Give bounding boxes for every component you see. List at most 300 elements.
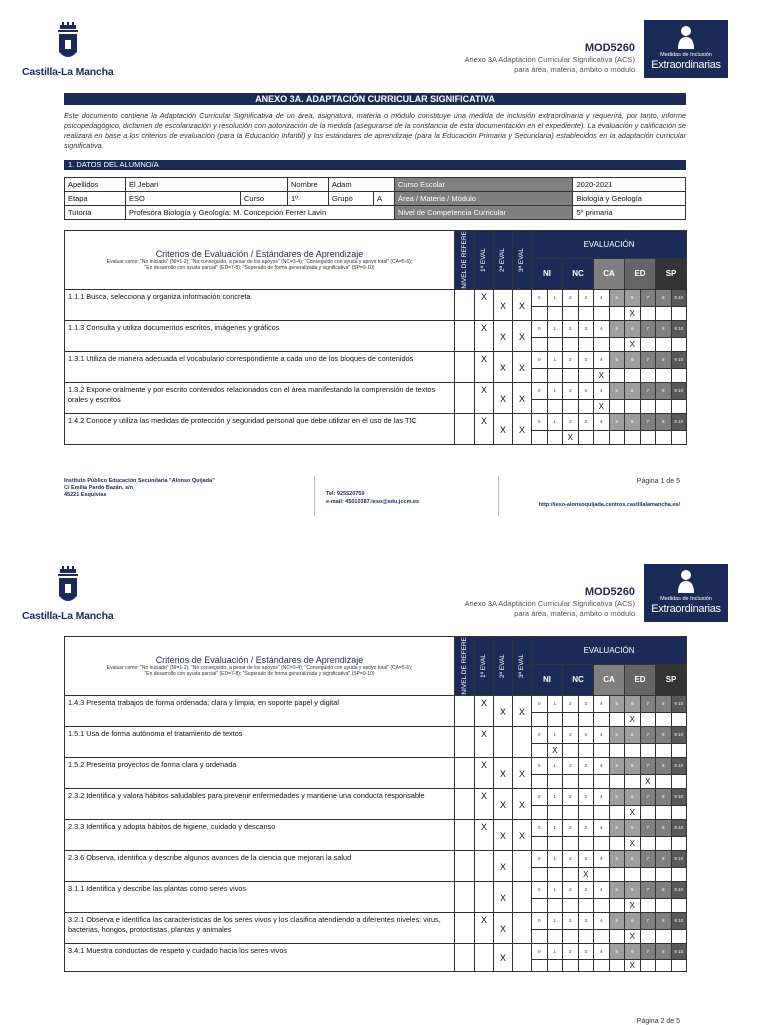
org-name: Castilla-La Mancha <box>22 66 114 78</box>
grade-mark-cell <box>532 775 548 788</box>
grade-mark-cell <box>578 959 594 971</box>
eval2-mark: X <box>494 289 513 320</box>
eval1-header <box>475 231 494 290</box>
criteria-row <box>65 819 687 837</box>
grade-mark-cell <box>532 307 548 320</box>
grade-scale-cell: 0 <box>532 351 548 369</box>
grade-mark-cell <box>594 775 610 788</box>
eval1-label: 1ª EVAL <box>480 653 487 678</box>
grade-mark: X <box>547 744 563 757</box>
criteria-text: 1.5.2 Presenta proyectos de forma clara y ordenada <box>65 757 455 788</box>
grade-mark-cell <box>625 369 641 382</box>
nivel-referencia-cell <box>455 788 475 819</box>
criteria-text: 3.4.1 Muestra conductas de respeto y cuidado hacia los seres vivos <box>65 943 455 971</box>
grade-mark-cell <box>656 338 672 351</box>
eval1-header <box>475 637 494 696</box>
grade-mark-cell <box>563 806 579 819</box>
grade-mark-cell <box>563 899 579 912</box>
annex-line-2: para área, materia, ámbito o módulo <box>514 609 635 618</box>
grade-scale-cell: 1 <box>547 850 563 868</box>
mod-code: MOD5260 <box>584 586 635 598</box>
grade-mark-cell <box>656 307 672 320</box>
eval3-mark: X <box>513 289 532 320</box>
criteria-legend-2: "En desarrollo con ayuda parcial" (ED=7-8); "Superado de forma generalizada y significativa" (SP=9-10) <box>144 264 375 271</box>
grade-scale-cell: 4 <box>594 413 610 431</box>
grade-mark: X <box>640 775 656 788</box>
grade-mark-cell <box>532 868 548 881</box>
grade-scale-cell: 2 <box>563 320 579 338</box>
grade-scale-cell: 5 <box>609 413 625 431</box>
grade-scale-cell: 4 <box>594 726 610 744</box>
grade-scale-cell: 4 <box>594 757 610 775</box>
grade-mark-cell <box>640 868 656 881</box>
grade-scale-cell: 7 <box>640 351 656 369</box>
badge-line-1: Medidas de Inclusión <box>660 596 712 602</box>
eval3-mark <box>513 850 532 881</box>
grade-mark-cell <box>609 837 625 850</box>
criteria-row <box>65 757 687 775</box>
grade-scale-cell: 4 <box>594 912 610 930</box>
grade-mark-cell <box>609 431 625 444</box>
criteria-row <box>65 788 687 806</box>
grade-mark-cell <box>594 744 610 757</box>
grade-scale-cell: 0 <box>532 881 548 899</box>
grade-scale-cell: 5 <box>609 320 625 338</box>
grade-scale-cell: 8 <box>656 757 672 775</box>
crown-shield-icon <box>54 566 82 606</box>
grade-scale-cell: 5 <box>609 351 625 369</box>
curso-value: 1º <box>288 192 329 206</box>
grade-scale-cell: 2 <box>563 382 579 400</box>
level-nc: NC <box>563 258 594 289</box>
grade-mark-cell <box>547 930 563 943</box>
grade-mark-cell <box>671 431 687 444</box>
grade-scale-cell: 7 <box>640 757 656 775</box>
criteria-row <box>65 351 687 369</box>
grade-scale-cell: 5 <box>609 695 625 713</box>
inclusion-badge <box>644 564 728 622</box>
grade-mark-cell <box>594 959 610 971</box>
grade-mark-cell <box>671 400 687 413</box>
grade-scale-cell: 9 10 <box>671 850 687 868</box>
grade-scale-cell: 5 <box>609 819 625 837</box>
grade-mark-cell <box>609 775 625 788</box>
nivel-referencia-cell <box>455 850 475 881</box>
criteria-text: 1.3.1 Utiliza de manera adecuada el vocabulario correspondiente a cada uno de los bloques de contenidos <box>65 351 455 382</box>
grade-mark-cell <box>532 713 548 726</box>
nivel-referencia-header <box>455 231 475 290</box>
grade-mark-cell <box>547 837 563 850</box>
level-ni: NI <box>532 664 563 695</box>
apellidos-label: Apellidos <box>65 178 126 192</box>
grade-scale-cell: 7 <box>640 943 656 959</box>
grade-scale-cell: 5 <box>609 726 625 744</box>
grade-mark-cell <box>594 307 610 320</box>
grade-mark-cell <box>671 775 687 788</box>
eval2-mark: X <box>494 382 513 413</box>
grade-mark: X <box>625 307 641 320</box>
grade-scale-cell: 9 10 <box>671 943 687 959</box>
grade-mark-cell <box>656 806 672 819</box>
grade-mark-cell <box>563 959 579 971</box>
grade-scale-cell: 4 <box>594 850 610 868</box>
grade-mark-cell <box>532 431 548 444</box>
grade-mark-cell <box>594 431 610 444</box>
grade-scale-cell: 1 <box>547 912 563 930</box>
criteria-legend-2: "En desarrollo con ayuda parcial" (ED=7-8); "Superado de forma generalizada y significativa" (SP=9-10) <box>144 670 375 677</box>
footer-divider <box>314 476 315 516</box>
eval2-label: 2ª EVAL <box>499 653 506 678</box>
grade-mark: X <box>625 899 641 912</box>
eval2-mark: X <box>494 695 513 726</box>
grade-mark-cell <box>609 307 625 320</box>
grade-scale-cell: 0 <box>532 726 548 744</box>
grade-scale-cell: 0 <box>532 382 548 400</box>
grade-mark-cell <box>547 899 563 912</box>
grade-scale-cell: 5 <box>609 757 625 775</box>
level-ni: NI <box>532 258 563 289</box>
grade-mark-cell <box>656 744 672 757</box>
grade-mark-cell <box>563 930 579 943</box>
criteria-text: 1.4.2 Conoce y utiliza las medidas de protección y seguridad personal que debe utilizar en el uso de las TIC <box>65 413 455 444</box>
grade-scale-cell: 9 10 <box>671 413 687 431</box>
grade-mark-cell <box>594 930 610 943</box>
grade-mark-cell <box>640 369 656 382</box>
grade-scale-cell: 7 <box>640 881 656 899</box>
grade-scale-cell: 8 <box>656 351 672 369</box>
etapa-value: ESO <box>126 192 241 206</box>
grade-mark-cell <box>547 338 563 351</box>
nivel-referencia-cell <box>455 943 475 971</box>
grade-scale-cell: 1 <box>547 289 563 307</box>
grade-mark-cell <box>609 899 625 912</box>
grade-mark: X <box>625 806 641 819</box>
grade-scale-cell: 5 <box>609 850 625 868</box>
grade-mark-cell <box>671 307 687 320</box>
annex-line-1: Anexo 3A Adaptación Curricular Significativa (ACS) <box>464 599 635 608</box>
grade-scale-cell: 6 <box>625 382 641 400</box>
criteria-row <box>65 881 687 899</box>
criteria-row <box>65 320 687 338</box>
grade-scale-cell: 8 <box>656 695 672 713</box>
grade-mark-cell <box>656 713 672 726</box>
eval1-mark <box>475 850 494 881</box>
page-2 <box>0 560 768 1024</box>
grade-mark-cell <box>671 837 687 850</box>
grade-scale-cell: 2 <box>563 788 579 806</box>
grade-scale-cell: 3 <box>578 289 594 307</box>
grade-scale-cell: 6 <box>625 757 641 775</box>
grade-mark-cell <box>578 744 594 757</box>
grade-mark-cell <box>532 369 548 382</box>
grade-mark-cell <box>578 369 594 382</box>
grupo-value: A <box>374 192 395 206</box>
area-label: Área / Materia / Módulo <box>395 192 573 206</box>
eval3-mark <box>513 943 532 971</box>
grade-scale-cell: 9 10 <box>671 320 687 338</box>
nivel-referencia-cell <box>455 757 475 788</box>
eval1-mark: X <box>475 912 494 943</box>
grade-mark-cell <box>563 400 579 413</box>
criteria-text: 2.3.6 Observa, identifica y describe algunos avances de la ciencia que mejoran la salud <box>65 850 455 881</box>
nivel-referencia-cell <box>455 912 475 943</box>
criteria-header <box>65 231 455 290</box>
grade-scale-cell: 1 <box>547 881 563 899</box>
grade-scale-cell: 9 10 <box>671 289 687 307</box>
grade-mark-cell <box>609 369 625 382</box>
grade-mark-cell <box>532 806 548 819</box>
grade-scale-cell: 1 <box>547 382 563 400</box>
criteria-text: 1.3.2 Expone oralmente y por escrito contenidos relacionados con el área manifestando la comprensión de textos orales y escritos <box>65 382 455 413</box>
eval1-label: 1ª EVAL <box>480 247 487 272</box>
nivel-referencia-label: NIVEL DE REFERE <box>460 231 468 289</box>
criteria-legend-1: Evaluar como: "No iniciado" (NI=1-2); "No conseguido, a pesar de los apoyos" (NC=3-4); "Conseguido con ayuda y apoyo total" (CA=5-6); <box>106 664 413 671</box>
grade-scale-cell: 7 <box>640 850 656 868</box>
grade-mark-cell <box>547 959 563 971</box>
grade-mark-cell <box>656 369 672 382</box>
eval1-mark: X <box>475 289 494 320</box>
grade-mark-cell <box>640 837 656 850</box>
grade-scale-cell: 3 <box>578 788 594 806</box>
eval3-mark: X <box>513 788 532 819</box>
grade-mark-cell <box>563 338 579 351</box>
grade-mark-cell <box>532 899 548 912</box>
grupo-label: Grupo <box>329 192 374 206</box>
grade-mark-cell <box>671 899 687 912</box>
grade-scale-cell: 9 10 <box>671 912 687 930</box>
grade-scale-cell: 3 <box>578 819 594 837</box>
grade-mark-cell <box>532 837 548 850</box>
grade-mark-cell <box>532 400 548 413</box>
grade-mark-cell <box>578 899 594 912</box>
grade-mark-cell <box>640 899 656 912</box>
grade-scale-cell: 2 <box>563 289 579 307</box>
eval3-mark: X <box>513 413 532 444</box>
nivel-referencia-label: NIVEL DE REFERE <box>460 637 468 695</box>
grade-scale-cell: 3 <box>578 757 594 775</box>
grade-scale-cell: 3 <box>578 943 594 959</box>
nivel-referencia-cell <box>455 351 475 382</box>
grade-mark: X <box>594 400 610 413</box>
eval2-mark <box>494 726 513 757</box>
grade-mark: X <box>625 959 641 971</box>
grade-mark: X <box>625 837 641 850</box>
grade-scale-cell: 8 <box>656 943 672 959</box>
grade-mark-cell <box>609 959 625 971</box>
grade-mark-cell <box>656 899 672 912</box>
grade-scale-cell: 0 <box>532 413 548 431</box>
area-value: Biología y Geología <box>573 192 686 206</box>
grade-mark-cell <box>625 431 641 444</box>
grade-mark-cell <box>547 868 563 881</box>
grade-scale-cell: 6 <box>625 912 641 930</box>
eval2-mark: X <box>494 881 513 912</box>
grade-mark-cell <box>532 930 548 943</box>
eval1-mark: X <box>475 695 494 726</box>
criteria-legend-1: Evaluar como: "No iniciado" (NI=1-2); "No conseguido, a pesar de los apoyos" (NC=3-4); "Conseguido con ayuda y apoyo total" (CA=5-6); <box>106 258 413 265</box>
grade-mark-cell <box>609 338 625 351</box>
criteria-table <box>64 636 687 972</box>
nivel-referencia-header <box>455 637 475 696</box>
grade-scale-cell: 1 <box>547 943 563 959</box>
grade-scale-cell: 8 <box>656 289 672 307</box>
grade-scale-cell: 0 <box>532 943 548 959</box>
grade-scale-cell: 7 <box>640 912 656 930</box>
grade-scale-cell: 3 <box>578 320 594 338</box>
grade-scale-cell: 6 <box>625 351 641 369</box>
grade-mark-cell <box>578 775 594 788</box>
grade-scale-cell: 5 <box>609 382 625 400</box>
grade-scale-cell: 5 <box>609 912 625 930</box>
grade-scale-cell: 4 <box>594 943 610 959</box>
nivel-referencia-cell <box>455 695 475 726</box>
apellidos-value: El Jebari <box>126 178 288 192</box>
badge-line-2: Extraordinarias <box>651 603 721 615</box>
grade-mark-cell <box>547 307 563 320</box>
eval2-mark: X <box>494 757 513 788</box>
criteria-text: 1.5.1 Usa de forma autónoma el tratamiento de textos <box>65 726 455 757</box>
eval1-mark: X <box>475 788 494 819</box>
grade-scale-cell: 4 <box>594 289 610 307</box>
eval2-mark: X <box>494 320 513 351</box>
grade-mark-cell <box>547 806 563 819</box>
criteria-text: 3.1.1 Identifica y describe las plantas como seres vivos <box>65 881 455 912</box>
grade-mark-cell <box>656 775 672 788</box>
grade-scale-cell: 4 <box>594 788 610 806</box>
grade-mark-cell <box>547 775 563 788</box>
curso-label: Curso <box>241 192 288 206</box>
grade-mark-cell <box>578 307 594 320</box>
criteria-title: Criterios de Evaluación / Estándares de Aprendizaje <box>155 248 364 259</box>
grade-scale-cell: 8 <box>656 413 672 431</box>
criteria-row <box>65 912 687 930</box>
level-ed: ED <box>625 258 656 289</box>
student-data-table <box>64 177 686 220</box>
grade-scale-cell: 0 <box>532 757 548 775</box>
eval2-header <box>494 231 513 290</box>
criteria-row <box>65 726 687 744</box>
mod-code: MOD5260 <box>584 42 635 54</box>
grade-scale-cell: 4 <box>594 351 610 369</box>
grade-scale-cell: 5 <box>609 788 625 806</box>
grade-scale-cell: 7 <box>640 726 656 744</box>
grade-scale-cell: 8 <box>656 850 672 868</box>
grade-scale-cell: 9 10 <box>671 382 687 400</box>
header-info <box>464 42 635 75</box>
eval3-mark <box>513 881 532 912</box>
eval2-mark: X <box>494 788 513 819</box>
grade-scale-cell: 9 10 <box>671 788 687 806</box>
grade-mark-cell <box>625 744 641 757</box>
grade-scale-cell: 3 <box>578 881 594 899</box>
grade-scale-cell: 0 <box>532 320 548 338</box>
grade-scale-cell: 5 <box>609 943 625 959</box>
grade-mark-cell <box>532 338 548 351</box>
eval1-mark: X <box>475 382 494 413</box>
eval2-mark: X <box>494 351 513 382</box>
school-tel: Tel: 925520759 <box>326 491 365 497</box>
eval1-mark: X <box>475 413 494 444</box>
grade-scale-cell: 8 <box>656 320 672 338</box>
grade-scale-cell: 0 <box>532 912 548 930</box>
grade-scale-cell: 6 <box>625 943 641 959</box>
eval1-mark: X <box>475 726 494 757</box>
eval3-label: 3ª EVAL <box>518 653 525 678</box>
grade-scale-cell: 9 10 <box>671 351 687 369</box>
criteria-row <box>65 413 687 431</box>
grade-scale-cell: 3 <box>578 413 594 431</box>
grade-mark-cell <box>640 431 656 444</box>
eval3-mark: X <box>513 819 532 850</box>
criteria-table <box>64 230 687 445</box>
grade-scale-cell: 2 <box>563 726 579 744</box>
grade-scale-cell: 2 <box>563 757 579 775</box>
eval3-mark: X <box>513 695 532 726</box>
doc-title: ANEXO 3A. ADAPTACIÓN CURRICULAR SIGNIFICATIVA <box>64 93 686 105</box>
tutoria-value: Profesora Biología y Geología: M. Concepción Ferrer Lavín <box>126 206 395 220</box>
grade-mark: X <box>563 431 579 444</box>
grade-scale-cell: 3 <box>578 726 594 744</box>
grade-scale-cell: 6 <box>625 819 641 837</box>
evaluacion-header: EVALUACIÓN <box>532 637 687 665</box>
curso-escolar-value: 2020-2021 <box>573 178 686 192</box>
eval3-mark: X <box>513 320 532 351</box>
grade-mark-cell <box>563 307 579 320</box>
grade-scale-cell: 4 <box>594 695 610 713</box>
grade-mark-cell <box>563 369 579 382</box>
grade-mark-cell <box>656 930 672 943</box>
criteria-text: 1.4.3 Presenta trabajos de forma ordenada, clara y limpia, en soporte papel y digital <box>65 695 455 726</box>
nivel-referencia-cell <box>455 726 475 757</box>
grade-mark-cell <box>671 930 687 943</box>
eval3-mark: X <box>513 757 532 788</box>
criteria-row <box>65 382 687 400</box>
grade-mark-cell <box>671 338 687 351</box>
grade-scale-cell: 2 <box>563 695 579 713</box>
grade-mark-cell <box>609 400 625 413</box>
grade-scale-cell: 2 <box>563 351 579 369</box>
grade-scale-cell: 1 <box>547 726 563 744</box>
grade-mark-cell <box>594 338 610 351</box>
grade-mark-cell <box>656 431 672 444</box>
grade-scale-cell: 5 <box>609 881 625 899</box>
eval1-mark: X <box>475 351 494 382</box>
grade-scale-cell: 4 <box>594 382 610 400</box>
grade-scale-cell: 8 <box>656 881 672 899</box>
nivel-referencia-cell <box>455 289 475 320</box>
grade-mark-cell <box>547 713 563 726</box>
eval3-label: 3ª EVAL <box>518 247 525 272</box>
grade-mark: X <box>625 930 641 943</box>
grade-mark-cell <box>547 431 563 444</box>
inclusion-badge <box>644 20 728 78</box>
grade-mark-cell <box>609 713 625 726</box>
grade-scale-cell: 1 <box>547 320 563 338</box>
grade-mark-cell <box>671 369 687 382</box>
grade-scale-cell: 1 <box>547 413 563 431</box>
grade-scale-cell: 7 <box>640 289 656 307</box>
page-number: Página 2 de 5 <box>636 1018 680 1025</box>
eval3-mark <box>513 912 532 943</box>
grade-mark-cell <box>625 775 641 788</box>
grade-mark-cell <box>609 930 625 943</box>
grade-mark: X <box>625 338 641 351</box>
grade-mark-cell <box>563 837 579 850</box>
grade-mark-cell <box>656 959 672 971</box>
grade-scale-cell: 7 <box>640 320 656 338</box>
grade-mark-cell <box>578 400 594 413</box>
grade-mark-cell <box>625 400 641 413</box>
